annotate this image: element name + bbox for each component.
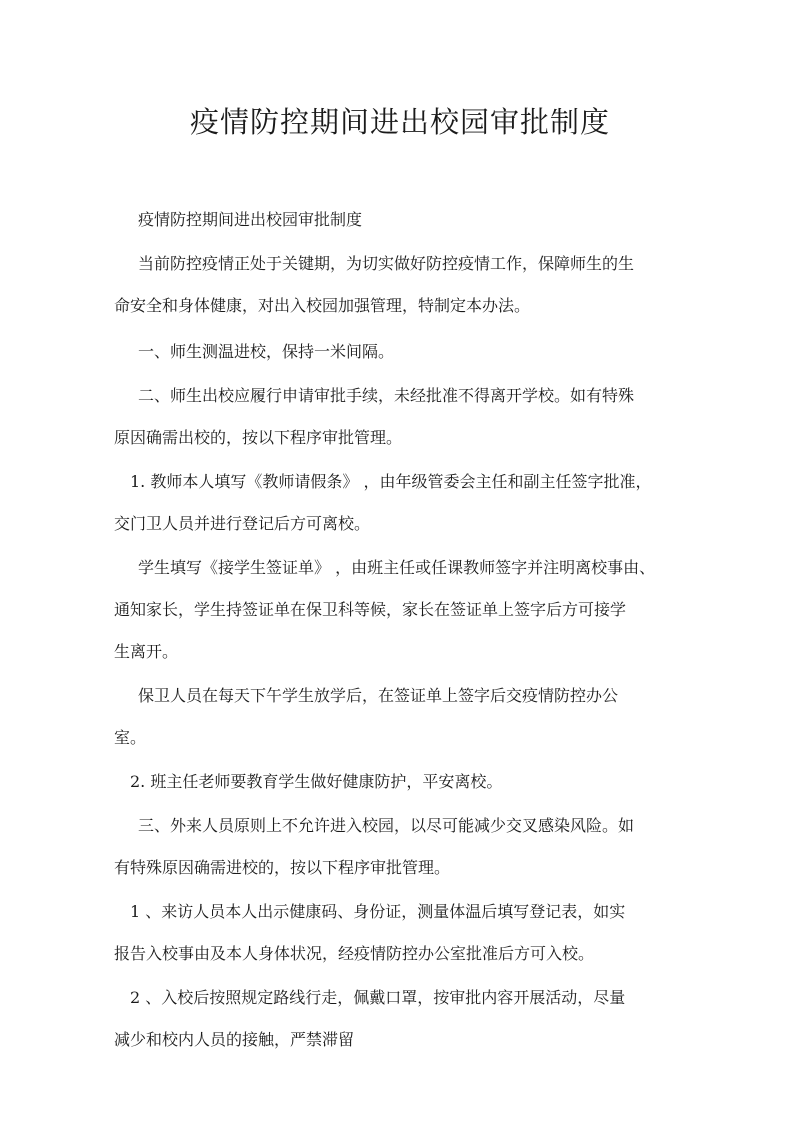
paragraph-line: 1 、来访人员本人出示健康码、身份证，测量体温后填写登记表，如实 — [130, 902, 626, 921]
paragraph-line: 生离开。 — [114, 642, 179, 661]
paragraph-line: 减少和校内人员的接触，严禁滞留 — [114, 1030, 355, 1049]
paragraph-line: 报告入校事由及本人身体状况，经疫情防控办公室批准后方可入校。 — [114, 944, 595, 963]
paragraph-line: 2 、入校后按照规定路线行走，佩戴口罩，按审批内容开展活动，尽量 — [130, 988, 626, 1007]
paragraph-line: 通知家长，学生持签证单在保卫科等候，家长在签证单上签字后方可接学 — [114, 600, 627, 619]
paragraph-line: 二、师生出校应履行申请审批手续，未经批准不得离开学校。如有特殊 — [138, 386, 635, 405]
paragraph-line: 1. 教师本人填写《教师请假条》 ，由年级管委会主任和副主任签字批准， — [130, 472, 652, 491]
paragraph-line: 原因确需出校的，按以下程序审批管理。 — [114, 428, 403, 447]
paragraph-line: 室。 — [114, 728, 147, 747]
paragraph-line: 2. 班主任老师要教育学生做好健康防护，平安离校。 — [130, 772, 503, 791]
paragraph-line: 学生填写《接学生签证单》 ，由班主任或任课教师签字并注明离校事由、 — [138, 558, 656, 577]
paragraph-line: 当前防控疫情正处于关键期，为切实做好防控疫情工作，保障师生的生 — [138, 254, 635, 273]
paragraph-line: 有特殊原因确需进校的，按以下程序审批管理。 — [114, 858, 451, 877]
paragraph-line: 保卫人员在每天下午学生放学后，在签证单上签字后交疫情防控办公 — [138, 686, 619, 705]
paragraph-line: 交门卫人员并进行登记后方可离校。 — [114, 514, 371, 533]
paragraph-line: 命安全和身体健康，对出入校园加强管理，特制定本办法。 — [114, 296, 531, 315]
page-title: 疫情防控期间进出校园审批制度 — [189, 105, 610, 139]
paragraph-line: 一、师生测温进校，保持一米间隔。 — [138, 342, 395, 361]
paragraph-line: 三、外来人员原则上不允许进入校园，以尽可能减少交叉感染风险。如 — [138, 816, 635, 835]
subtitle-line: 疫情防控期间进出校园审批制度 — [138, 210, 363, 229]
